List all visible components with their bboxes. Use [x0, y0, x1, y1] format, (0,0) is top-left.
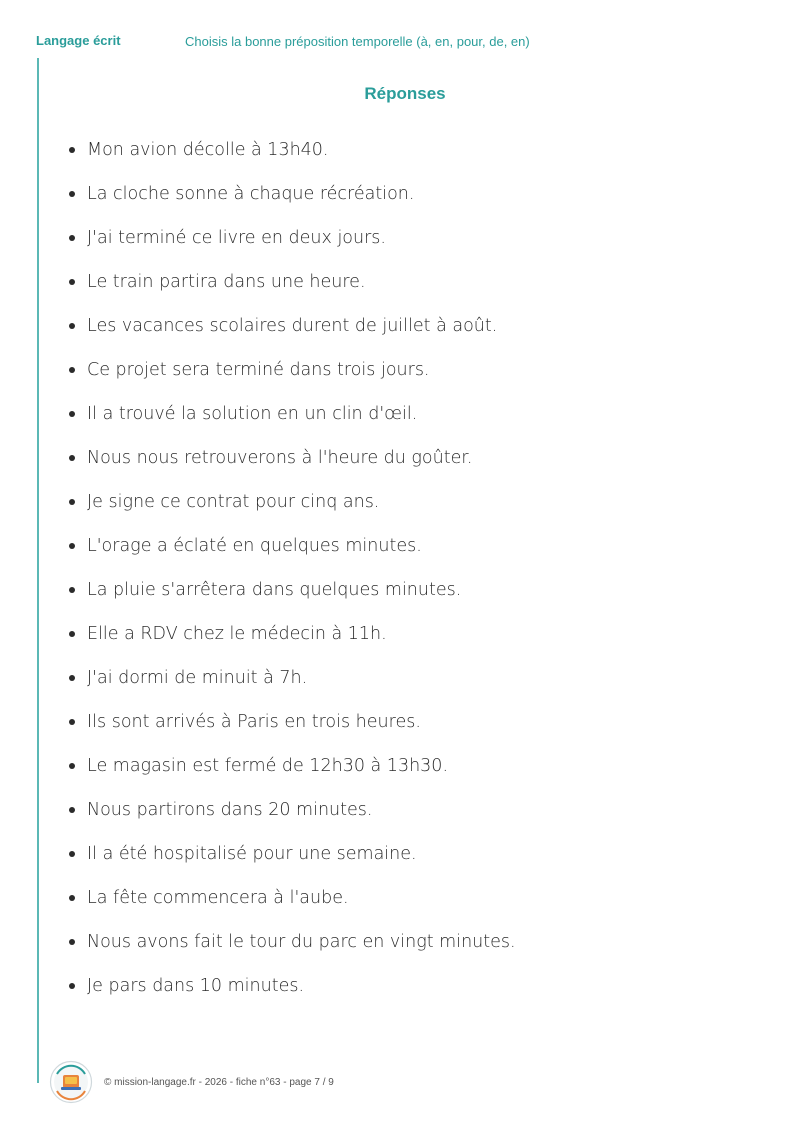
list-item: [66, 357, 516, 401]
bullet-icon: [69, 411, 75, 417]
bullet-icon: [69, 499, 75, 505]
bullet-icon: [69, 543, 75, 549]
list-item: [66, 885, 516, 929]
answer-text: La pluie s'arrêtera dans quelques minutes.: [87, 580, 462, 600]
list-item: [66, 973, 516, 1017]
bullet-icon: [69, 191, 75, 197]
list-item: [66, 489, 516, 533]
answer-text: La fête commencera à l'aube.: [87, 888, 349, 908]
answer-text: Le train partira dans une heure.: [87, 272, 366, 292]
list-item: [66, 665, 516, 709]
list-item: [66, 621, 516, 665]
bullet-icon: [69, 895, 75, 901]
bullet-icon: [69, 631, 75, 637]
answer-text: Les vacances scolaires durent de juillet à août.: [87, 316, 498, 336]
mission-langage-logo-icon: [49, 1060, 93, 1104]
answer-text: J'ai dormi de minuit à 7h.: [87, 668, 308, 688]
list-item: [66, 841, 516, 885]
section-title: Réponses: [364, 84, 446, 103]
list-item: [66, 797, 516, 841]
answer-text: Mon avion décolle à 13h40.: [87, 140, 329, 160]
answer-text: La cloche sonne à chaque récréation.: [87, 184, 415, 204]
bullet-icon: [69, 939, 75, 945]
list-item: [66, 269, 516, 313]
left-margin-rule: [37, 58, 39, 1083]
header-subtitle: Choisis la bonne préposition temporelle (à, en, pour, de, en): [185, 34, 530, 49]
bullet-icon: [69, 367, 75, 373]
answer-text: Ce projet sera terminé dans trois jours.: [87, 360, 430, 380]
answer-text: Le magasin est fermé de 12h30 à 13h30.: [87, 756, 449, 776]
bullet-icon: [69, 719, 75, 725]
answers-list: [66, 137, 516, 1017]
list-item: [66, 709, 516, 753]
list-item: [66, 577, 516, 621]
list-item: [66, 929, 516, 973]
bullet-icon: [69, 455, 75, 461]
answer-text: Je pars dans 10 minutes.: [87, 976, 305, 996]
list-item: [66, 181, 516, 225]
bullet-icon: [69, 983, 75, 989]
bullet-icon: [69, 235, 75, 241]
answer-text: Nous avons fait le tour du parc en vingt minutes.: [87, 932, 516, 952]
footer-text: © mission-langage.fr - 2026 - fiche n°63 - page 7 / 9: [104, 1077, 334, 1088]
answer-text: Nous partirons dans 20 minutes.: [87, 800, 373, 820]
answer-text: L'orage a éclaté en quelques minutes.: [87, 536, 422, 556]
answer-text: J'ai terminé ce livre en deux jours.: [87, 228, 386, 248]
bullet-icon: [69, 587, 75, 593]
list-item: [66, 137, 516, 181]
header-category: Langage écrit: [36, 33, 121, 48]
answer-text: Il a été hospitalisé pour une semaine.: [87, 844, 417, 864]
list-item: [66, 313, 516, 357]
bullet-icon: [69, 807, 75, 813]
answer-text: Nous nous retrouverons à l'heure du goûter.: [87, 448, 473, 468]
list-item: [66, 401, 516, 445]
bullet-icon: [69, 763, 75, 769]
answer-text: Elle a RDV chez le médecin à 11h.: [87, 624, 387, 644]
answer-text: Il a trouvé la solution en un clin d'œil.: [87, 404, 418, 424]
answer-text: Je signe ce contrat pour cinq ans.: [87, 492, 380, 512]
bullet-icon: [69, 675, 75, 681]
answer-text: Ils sont arrivés à Paris en trois heures.: [87, 712, 421, 732]
bullet-icon: [69, 147, 75, 153]
bullet-icon: [69, 279, 75, 285]
list-item: [66, 225, 516, 269]
list-item: [66, 753, 516, 797]
bullet-icon: [69, 323, 75, 329]
list-item: [66, 445, 516, 489]
bullet-icon: [69, 851, 75, 857]
list-item: [66, 533, 516, 577]
